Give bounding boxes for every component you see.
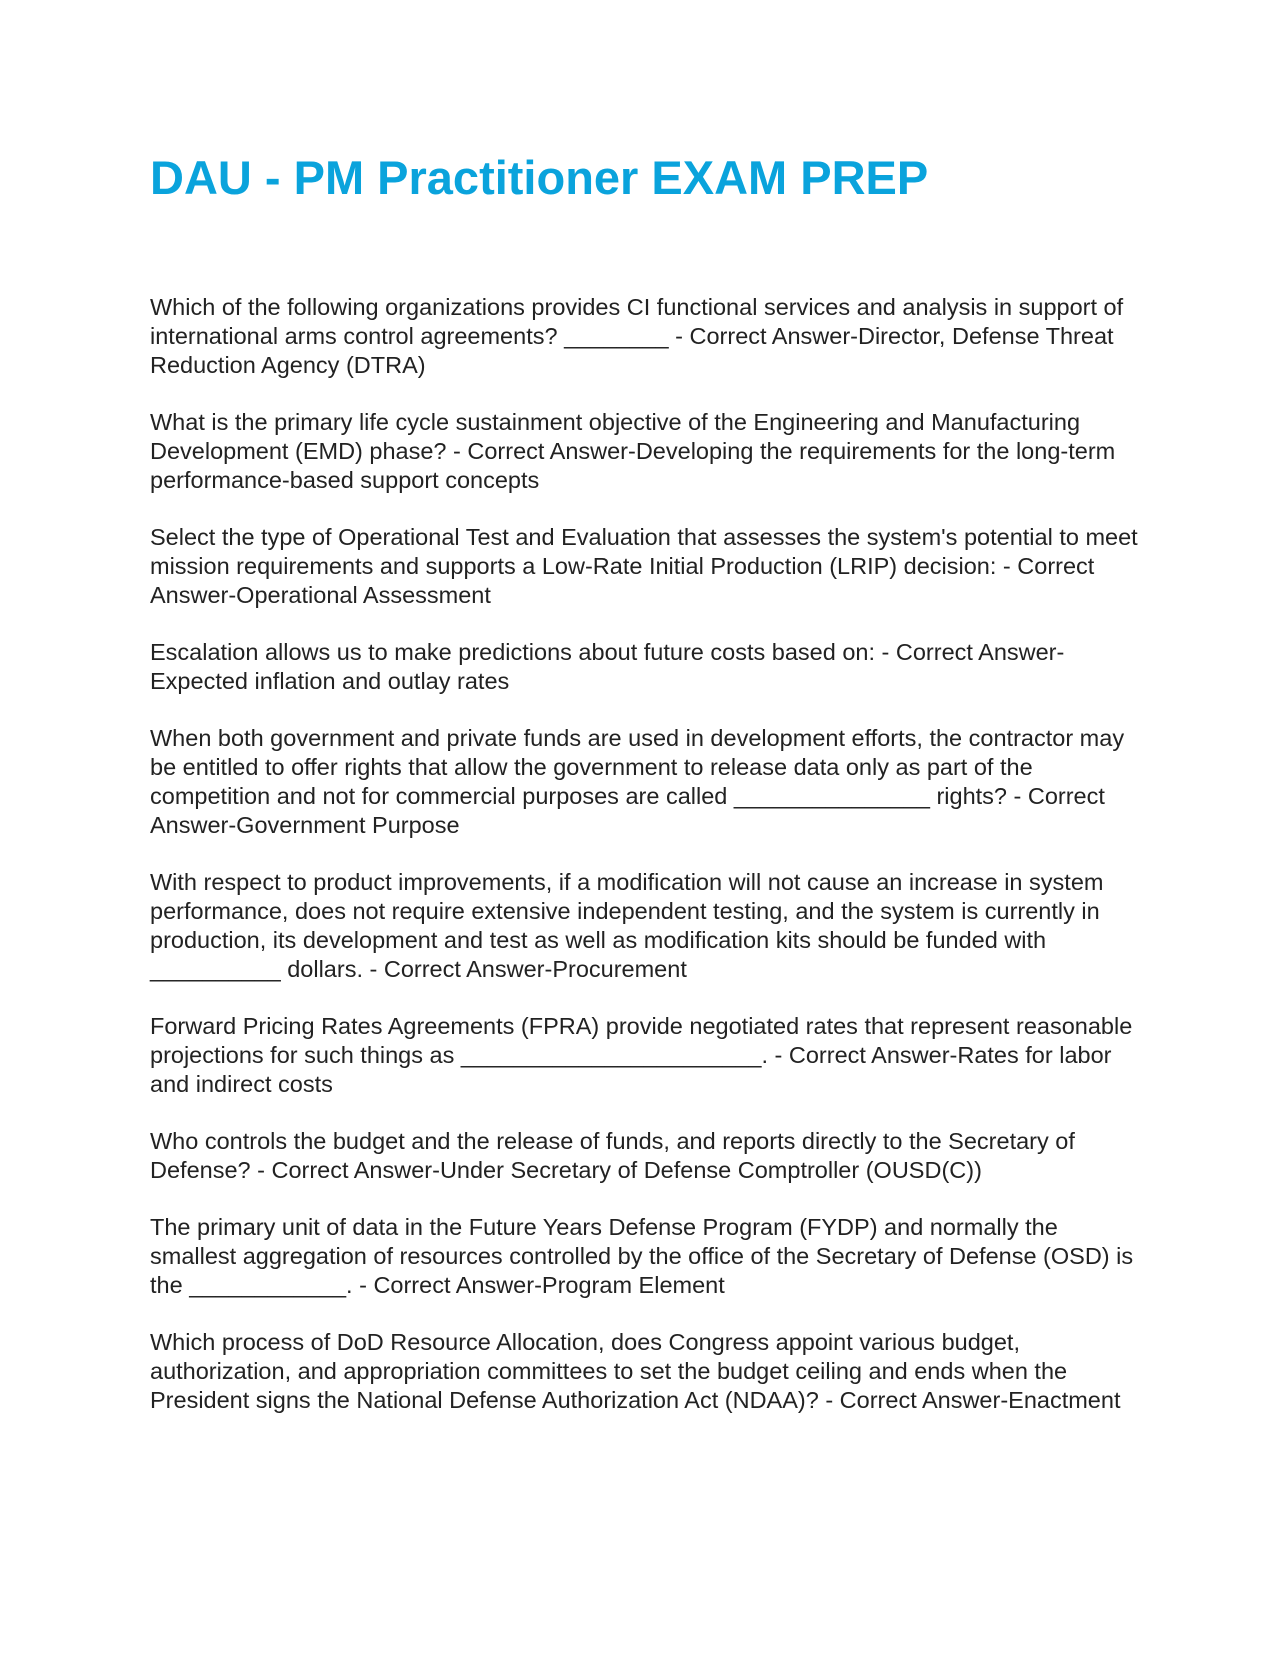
qa-item-2: What is the primary life cycle sustainment objective of the Engineering and Manufacturing Development (EMD) phase? - Correct Answer-Developing the requirements for the long-term performance-based support concepts [150, 409, 1116, 493]
qa-item-7: Forward Pricing Rates Agreements (FPRA) provide negotiated rates that represent reasonable projections for such things as _______________________. - Correct Answer-Rates for labor and indirect costs [150, 1013, 1133, 1097]
qa-item-3: Select the type of Operational Test and Evaluation that assesses the system's potential to meet mission requirements and supports a Low-Rate Initial Production (LRIP) decision: - Correct Answer-Operational Assessment [150, 524, 1138, 608]
qa-item-6: With respect to product improvements, if a modification will not cause an increase in system performance, does not require extensive independent testing, and the system is currently in production, its development and test as well as modification kits should be funded with __________ dollars. - Correct Answer-Procurement [150, 869, 1104, 982]
qa-item-9: The primary unit of data in the Future Years Defense Program (FYDP) and normally the smallest aggregation of resources controlled by the office of the Secretary of Defense (OSD) is the ____________. - Correct Answer-Program Element [150, 1214, 1134, 1298]
document-title: DAU - PM Practitioner EXAM PREP [150, 151, 929, 204]
qa-item-1: Which of the following organizations provides CI functional services and analysis in support of international arms control agreements? ________ - Correct Answer-Director, Defense Threat Reduction Agency (DTRA) [150, 294, 1124, 378]
qa-item-8: Who controls the budget and the release of funds, and reports directly to the Secretary of Defense? - Correct Answer-Under Secretary of Defense Comptroller (OUSD(C)) [150, 1128, 1075, 1183]
qa-item-4: Escalation allows us to make predictions about future costs based on: - Correct Answer-Expected inflation and outlay rates [150, 639, 1065, 694]
qa-item-5: When both government and private funds are used in development efforts, the contractor may be entitled to offer rights that allow the government to release data only as part of the competition and not for commercial purposes are called _______________ rights? - Correct Answer-Government Purpose [150, 725, 1125, 838]
qa-item-10: Which process of DoD Resource Allocation, does Congress appoint various budget, authorization, and appropriation committees to set the budget ceiling and ends when the President signs the National Defense Authorization Act (NDAA)? - Correct Answer-Enactment [150, 1329, 1121, 1413]
question-answer-list [150, 293, 1140, 1443]
